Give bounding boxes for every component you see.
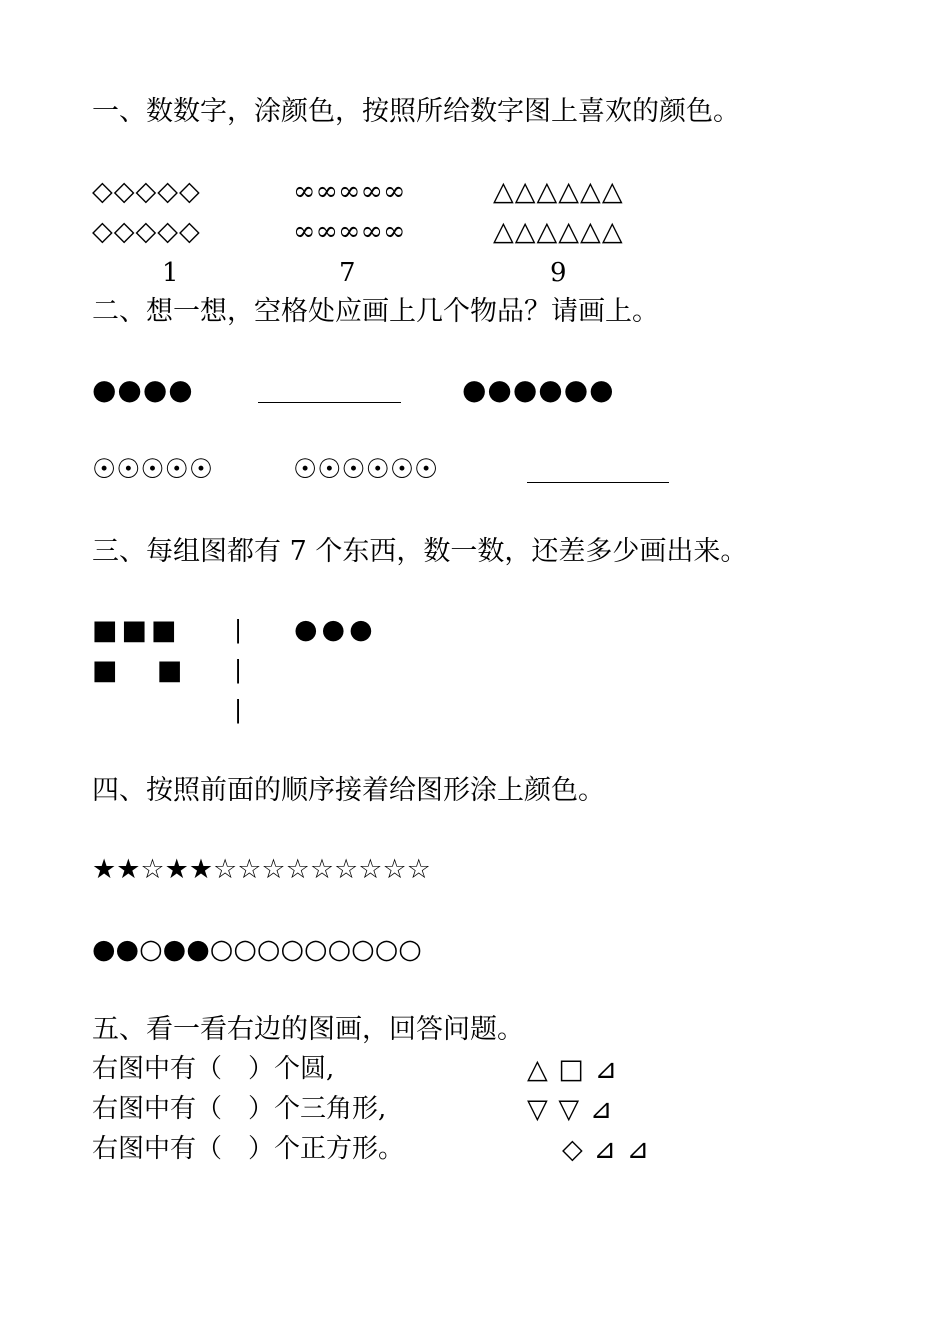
triangle-group-row-1: △△△△△△ <box>493 176 624 207</box>
filled-circles-left: ●●●● <box>92 373 194 406</box>
star-pattern: ★★☆★★☆☆☆☆☆☆☆☆☆ <box>92 854 431 885</box>
figure-row-3: ◇ ⊿ ⊿ <box>562 1134 651 1165</box>
section-2-heading: 二、想一想，空格处应画上几个物品？请画上。 <box>92 296 659 327</box>
figure-row-1: △ □ ⊿ <box>527 1054 619 1085</box>
filled-circles-right: ●●●●●● <box>462 373 615 406</box>
black-circles: ●●● <box>294 614 377 645</box>
infinity-group-number: 7 <box>339 258 356 288</box>
figure-row-2: ▽ ▽ ⊿ <box>527 1094 614 1125</box>
answer-blank-1[interactable] <box>258 402 401 403</box>
diamond-group-row-2: ◇◇◇◇◇ <box>92 216 201 247</box>
dot-circles-middle: ☉☉☉☉☉☉ <box>293 454 439 485</box>
diamond-group-row-1: ◇◇◇◇◇ <box>92 176 201 207</box>
squares-row-1: ■■■ <box>92 615 181 646</box>
squares-row-2: ■ ■ <box>92 655 184 686</box>
answer-blank-2[interactable] <box>527 482 669 483</box>
triangle-group-number: 9 <box>550 258 567 288</box>
diamond-group-number: 1 <box>162 258 179 288</box>
divider-line-2: | <box>234 656 243 684</box>
circle-pattern: ●●○●●○○○○○○○○○ <box>92 934 422 965</box>
section-4-heading: 四、按照前面的顺序接着给图形涂上颜色。 <box>92 775 605 806</box>
infinity-group-row-2: ∞∞∞∞∞ <box>293 216 406 247</box>
section-5-heading: 五、看一看右边的图画，回答问题。 <box>92 1014 524 1045</box>
question-squares: 右图中有（ ）个正方形。 <box>92 1134 405 1164</box>
section-1-heading: 一、数数字，涂颜色，按照所给数字图上喜欢的颜色。 <box>92 96 740 127</box>
triangle-group-row-2: △△△△△△ <box>493 216 624 247</box>
question-circles: 右图中有（ ）个圆, <box>92 1054 335 1084</box>
section-3-heading: 三、每组图都有 7 个东西，数一数，还差多少画出来。 <box>92 536 748 567</box>
infinity-group-row-1: ∞∞∞∞∞ <box>293 176 406 207</box>
dot-circles-left: ☉☉☉☉☉ <box>92 454 214 485</box>
divider-line-1: | <box>234 616 243 644</box>
question-triangles: 右图中有（ ）个三角形, <box>92 1094 387 1124</box>
divider-line-3: | <box>234 696 243 724</box>
